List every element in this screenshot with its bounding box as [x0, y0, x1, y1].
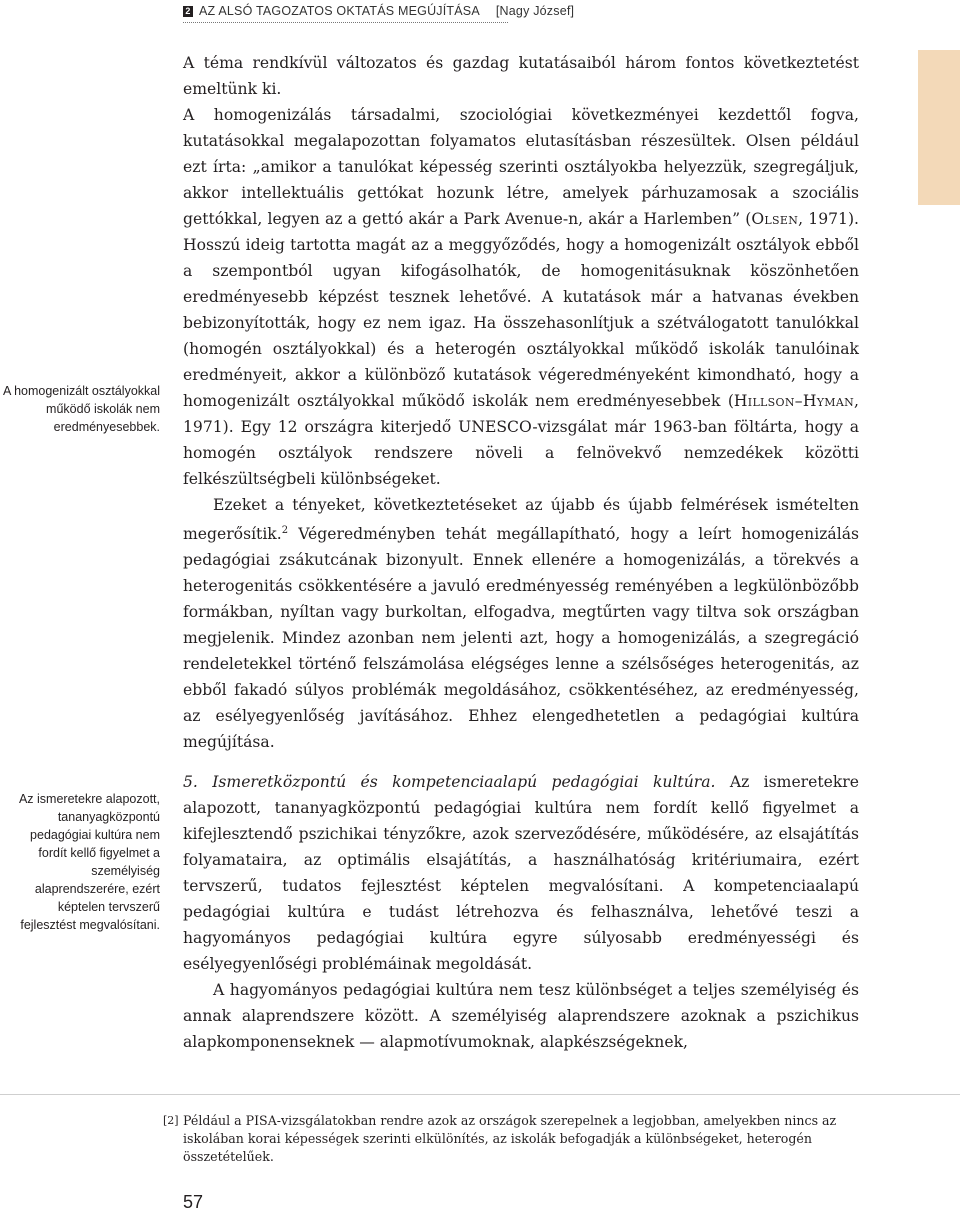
footnote-divider	[0, 1094, 960, 1095]
paragraph	[183, 50, 859, 102]
footnote-text: Például a PISA-vizsgálatokban rendre azok az országok szerepelnek a legjobban, amelyekben nincs az iskolában korai képességek szerinti elkülönítés, az iskolák befogadják a különbségeket, heterogén összetételűek.	[183, 1113, 837, 1164]
paragraph-text: , 1971). Hosszú ideig tartotta magát az a meggyőződés, hogy a homogenizált osztályok ebből a szempontból ugyan kifogásolhatók, de homogenitásuknak köszönhetően eredményesebb képzést tesznek lehetővé. A kutatások már a hatvanas években bebizonyították, hogy ez nem igaz. Ha összehasonlítjuk a szétválogatott tanulókkal (homogén osztályokkal) és a heterogén osztályokkal működő iskolák tanulóinak eredményeit, akkor a különböző kutatások végeredményeként kimondható, hogy a homogenizált osztályokkal működő iskolák nem eredményesebbek (	[183, 210, 860, 410]
running-header	[183, 4, 574, 18]
paragraph-text: Végeredményben tehát megállapítható, hogy a leírt homogenizálás pedagógiai zsákutcának bizonyult. Ennek ellenére a homogenizálás, a törekvés a heterogenitás csökkentésére a javuló eredményesség reményében a legkülönbözőbb formákban, nyíltan vagy burkoltan, elfogadva, megtűrten vagy tiltva sok országban megjelenik. Mindez azonban nem jelenti azt, hogy a homogenizálás, a szegregáció rendeletekkel történő felszámolása elégséges lenne a szélsőséges heterogenitás, az ebből fakadó súlyos problémák megoldásához, csökkentéséhez, az eredményesség, az esélyegyenlőség javításához. Ehhez elengedhetetlen a pedagógiai kultúra megújítása.	[183, 525, 859, 752]
header-rule	[183, 22, 508, 23]
paragraph-text: Az ismeretekre alapozott, tananyagközpontú pedagógiai kultúra nem fordít kellő figyelmet a kifejlesztendő pszichikai tényzőkre, azok szerveződésére, működésére, az elsajátítás folyamataira, az optimális elsajátítás, a használhatóság kritériumaira, ezért tervszerű, tudatos fejlesztést képtelen megvalósítani. A kompetenciaalapú pedagógiai kultúra e tudást létrehozva és felhasználva, lehetővé teszi a hagyományos pedagógiai kultúra egyre súlyosabb eredményességi és esélyegyenlőségi problémáinak megoldását.	[183, 773, 859, 974]
chapter-number-badge: 2	[183, 6, 193, 17]
chapter-title: AZ ALSÓ TAGOZATOS OKTATÁS MEGÚJÍTÁSA	[199, 4, 480, 18]
section-paragraph	[183, 769, 859, 977]
header-author: [Nagy József]	[495, 4, 575, 18]
citation-author: Hillson–Hyman	[733, 392, 855, 410]
footnote	[163, 1112, 863, 1166]
footnote-reference: 2	[281, 525, 289, 536]
margin-note: A homogenizált osztályokkal működő iskolák nem eredményesebbek.	[2, 384, 160, 434]
main-text	[183, 50, 859, 1055]
page-number: 57	[183, 1192, 204, 1212]
paragraph-text: Ezeket a tényeket, következtetéseket az újabb és újabb felmérések ismételten megerősítik.	[183, 496, 859, 544]
footnote-marker: [2]	[163, 1114, 179, 1127]
page-edge-tab	[918, 50, 960, 205]
citation-author: Olsen	[751, 210, 799, 228]
section-heading: 5. Ismeretközpontú és kompetenciaalapú pedagógiai kultúra.	[183, 773, 716, 792]
paragraph-text: , 1971). Egy 12 országra kiterjedő UNESCO-vizsgálat már 1963-ban föltárta, hogy a homogén osztályok rendszere növeli a felnövekvő nemzedékek közötti felkészültségbeli különbségeket.	[183, 392, 859, 488]
paragraph	[183, 977, 859, 1055]
paragraph	[183, 492, 859, 755]
paragraph-text: A homogenizálás társadalmi, szociológiai következményei kezdettől fogva, kutatásokkal megalapozottan folyamatos elutasításban részesültek. Olsen például ezt írta: „amikor a tanulókat képesség szerinti osztályokba helyezzük, szegregáljuk, akkor intellektuális gettókat hozunk létre, amelyek párhuzamosak a szociális gettókkal, legyen az a gettó akár a Park Avenue-n, akár a Harlemben” (	[183, 106, 859, 228]
margin-note: Az ismeretekre alapozott, tananyagközpontú pedagógiai kultúra nem fordít kellő figyelmet a személyiség alaprendszerére, ezért képtelen tervszerű fejlesztést megvalósítani.	[18, 792, 160, 932]
paragraph-text: A téma rendkívül változatos és gazdag kutatásaiból három fontos következtetést emeltünk ki.	[183, 54, 859, 98]
paragraph-text: A hagyományos pedagógiai kultúra nem tesz különbséget a teljes személyiség és annak alaprendszere között. A személyiség alaprendszere azoknak a pszichikus alapkomponenseknek — alapmotívumoknak, alapkészségeknek,	[183, 981, 859, 1052]
paragraph	[183, 102, 859, 492]
